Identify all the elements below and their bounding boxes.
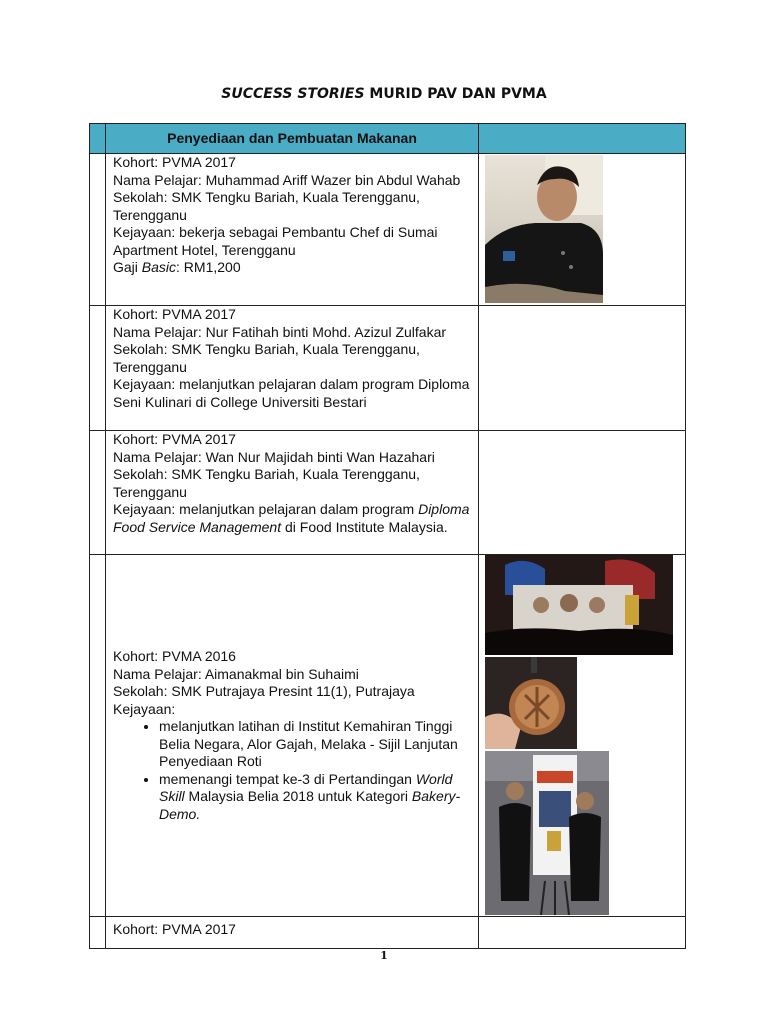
school-line: Sekolah: SMK Tengku Bariah, Kuala Terengganu, Terengganu (113, 466, 420, 500)
title-italic: SUCCESS STORIES (221, 86, 365, 102)
cohort-line: Kohort: PVMA 2016 (113, 648, 236, 664)
ceremony-photo (485, 555, 673, 655)
table-header-row (90, 124, 686, 154)
table-header-title: Penyediaan dan Pembuatan Makanan (106, 124, 479, 154)
table-row (90, 555, 686, 917)
table-row (90, 917, 686, 949)
stories-table (89, 123, 686, 949)
success-line: Kejayaan: bekerja sebagai Pembantu Chef di Sumai Apartment Hotel, Terengganu (113, 224, 438, 258)
table-row (90, 306, 686, 431)
title-rest: MURID PAV DAN PVMA (364, 86, 547, 102)
cohort-line: Kohort: PVMA 2017 (113, 431, 236, 447)
table-row (90, 154, 686, 306)
success-line: Kejayaan: melanjutkan pelajaran dalam program Diploma Food Service Management di Food Institute Malaysia. (113, 501, 470, 535)
entry-text (106, 917, 479, 949)
table-cell (479, 124, 686, 154)
list-item: • melanjutkan latihan di Institut Kemahiran Tinggi Belia Negara, Alor Gajah, Melaka - Sijil Lanjutan Penyediaan Roti (159, 718, 478, 771)
student-line: Nama Pelajar: Aimanakmal bin Suhaimi (113, 665, 359, 682)
page-number: 1 (380, 949, 388, 962)
entry-text (106, 555, 479, 917)
chef-photo (485, 155, 603, 303)
school-line: Sekolah: SMK Putrajaya Presint 11(1), Putrajaya (113, 683, 415, 699)
cohort-line: Kohort: PVMA 2017 (113, 306, 236, 322)
salary-line: Gaji Basic: RM1,200 (113, 259, 241, 275)
school-line: Sekolah: SMK Tengku Bariah, Kuala Terengganu, Terengganu (113, 341, 420, 375)
success-line: Kejayaan: melanjutkan pelajaran dalam program Diploma Seni Kulinari di College Universiti Bestari (113, 376, 470, 410)
student-line: Nama Pelajar: Nur Fatihah binti Mohd. Azizul Zulfakar (113, 323, 447, 340)
award-photo (485, 751, 609, 915)
list-item: • memenangi tempat ke-3 di Pertandingan World Skill Malaysia Belia 2018 untuk Kategori Bakery-Demo. (159, 771, 478, 824)
cohort-line: Kohort: PVMA 2017 (113, 154, 236, 170)
medal-photo (485, 657, 577, 749)
entry-text (106, 306, 479, 431)
success-line: Kejayaan: (113, 700, 176, 717)
student-line: Nama Pelajar: Wan Nur Majidah binti Wan Hazahari (113, 448, 435, 465)
entry-text (106, 154, 479, 306)
table-cell (90, 124, 106, 154)
achievement-list (113, 718, 478, 823)
page-title (0, 86, 768, 102)
entry-text (106, 431, 479, 555)
student-line: Nama Pelajar: Muhammad Ariff Wazer bin Abdul Wahab (113, 171, 461, 188)
table-row (90, 431, 686, 555)
cohort-line: Kohort: PVMA 2017 (113, 921, 236, 937)
school-line: Sekolah: SMK Tengku Bariah, Kuala Terengganu, Terengganu (113, 189, 420, 223)
